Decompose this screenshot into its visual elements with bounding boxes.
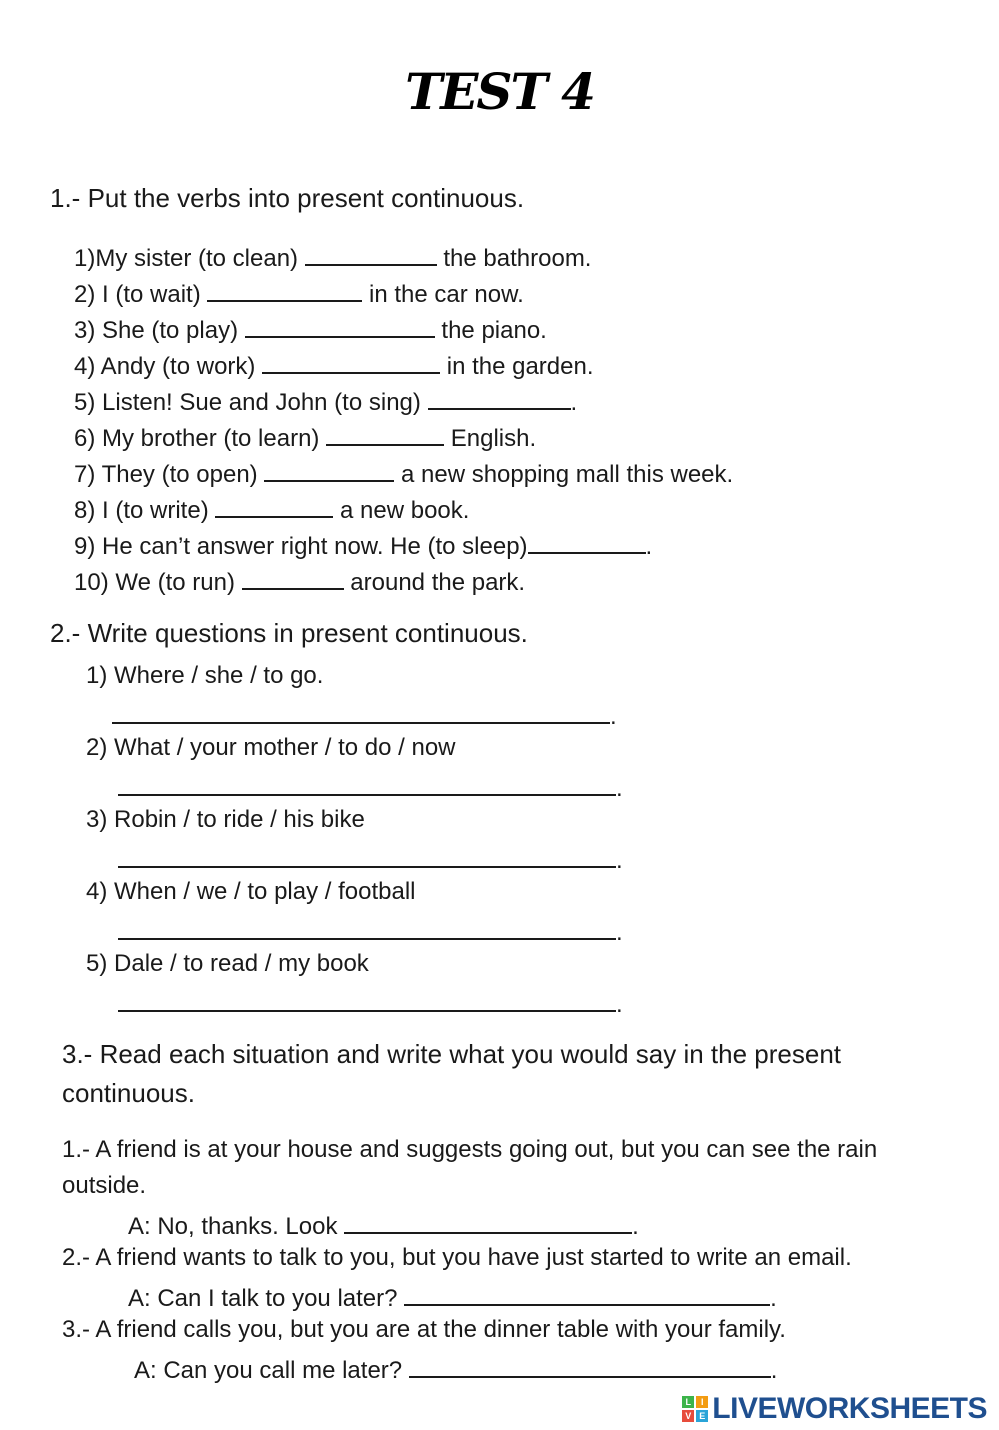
question-blank-1[interactable] <box>112 698 610 724</box>
s1-item-2: 2) I (to wait) in the car now. <box>74 276 524 309</box>
s1-item-6: 6) My brother (to learn) English. <box>74 420 536 453</box>
s2-answer-line-5: . <box>118 986 623 1019</box>
s2-prompt-2: 2) What / your mother / to do / now <box>86 734 456 761</box>
s3-situation-1-line-2: outside. <box>62 1172 147 1199</box>
answer-blank-7[interactable] <box>264 456 394 482</box>
s2-answer-line-1: . <box>112 698 617 731</box>
question-blank-4[interactable] <box>118 914 616 940</box>
page-title: TEST 4 <box>405 62 594 121</box>
s2-prompt-4: 4) When / we / to play / football <box>86 878 416 905</box>
answer-blank-10[interactable] <box>242 564 344 590</box>
s3-answer-3: A: Can you call me later? . <box>134 1352 777 1385</box>
s2-answer-line-3: . <box>118 842 623 875</box>
answer-blank-8[interactable] <box>215 492 333 518</box>
section-3-heading-line-2: continuous. <box>62 1078 195 1108</box>
s3-situation-1-line-1: 1.- A friend is at your house and suggests going out, but you can see the rain <box>62 1136 878 1163</box>
situation-blank-1[interactable] <box>344 1208 632 1234</box>
s1-item-1: 1)My sister (to clean) the bathroom. <box>74 240 591 273</box>
answer-blank-6[interactable] <box>326 420 444 446</box>
answer-blank-9[interactable] <box>528 528 646 554</box>
s2-answer-line-2: . <box>118 770 623 803</box>
s1-item-4: 4) Andy (to work) in the garden. <box>74 348 594 381</box>
s1-item-9: 9) He can’t answer right now. He (to sleep) . <box>74 528 652 561</box>
s2-prompt-1: 1) Where / she / to go. <box>86 662 324 689</box>
situation-blank-3[interactable] <box>409 1352 771 1378</box>
question-blank-3[interactable] <box>118 842 616 868</box>
s1-item-3: 3) She (to play) the piano. <box>74 312 547 345</box>
section-3-heading-line-1: 3.- Read each situation and write what you would say in the present <box>62 1039 842 1069</box>
answer-blank-2[interactable] <box>207 276 362 302</box>
answer-blank-1[interactable] <box>305 240 437 266</box>
s1-item-7: 7) They (to open) a new shopping mall this week. <box>74 456 733 489</box>
answer-blank-4[interactable] <box>262 348 440 374</box>
s1-item-8: 8) I (to write) a new book. <box>74 492 469 525</box>
logo-text: LIVEWORKSHEETS <box>712 1392 987 1425</box>
s1-item-10: 10) We (to run) around the park. <box>74 564 525 597</box>
question-blank-2[interactable] <box>118 770 616 796</box>
s3-answer-2: A: Can I talk to you later? . <box>128 1280 777 1313</box>
s2-prompt-5: 5) Dale / to read / my book <box>86 950 369 977</box>
s2-prompt-3: 3) Robin / to ride / his bike <box>86 806 365 833</box>
question-blank-5[interactable] <box>118 986 616 1012</box>
s3-answer-1: A: No, thanks. Look . <box>128 1208 639 1241</box>
answer-blank-3[interactable] <box>245 312 435 338</box>
s3-situation-3: 3.- A friend calls you, but you are at the dinner table with your family. <box>62 1316 786 1343</box>
answer-blank-5[interactable] <box>428 384 571 410</box>
s1-item-5: 5) Listen! Sue and John (to sing) . <box>74 384 577 417</box>
s2-answer-line-4: . <box>118 914 623 947</box>
s3-situation-2: 2.- A friend wants to talk to you, but you have just started to write an email. <box>62 1244 852 1271</box>
liveworksheets-logo <box>682 1392 987 1426</box>
section-1-heading: 1.- Put the verbs into present continuous. <box>50 183 525 213</box>
section-2-heading: 2.- Write questions in present continuous. <box>50 618 528 648</box>
situation-blank-2[interactable] <box>404 1280 770 1306</box>
logo-mark-icon: L I V E <box>682 1396 708 1422</box>
